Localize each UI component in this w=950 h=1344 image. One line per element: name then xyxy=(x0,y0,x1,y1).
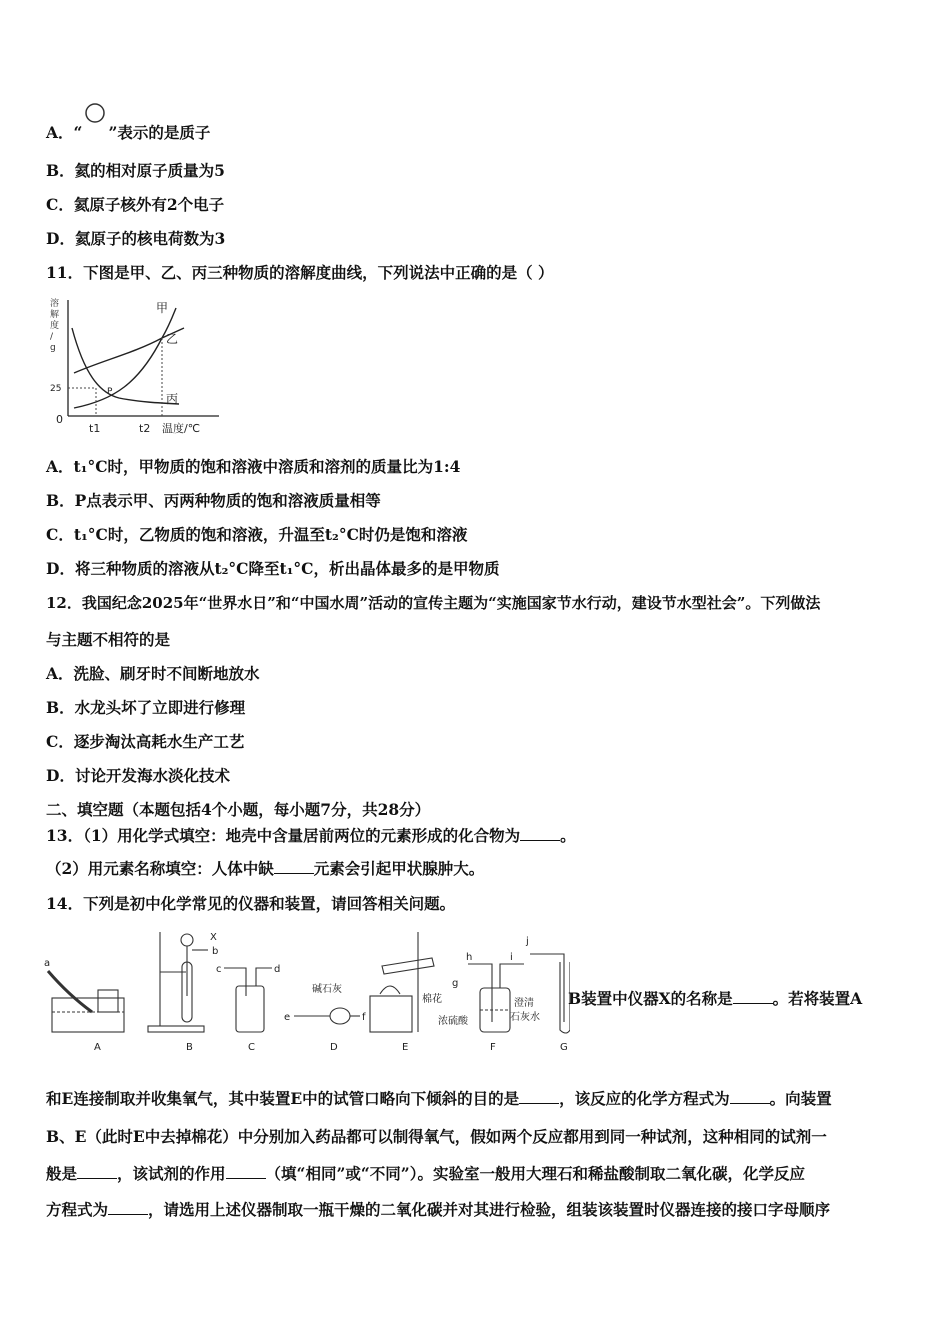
q14-para-4 xyxy=(46,1199,830,1221)
proton-circle-icon xyxy=(82,100,108,126)
answer-blank[interactable] xyxy=(520,839,560,841)
q10-option-d: D．氦原子的核电荷数为3 xyxy=(46,229,226,248)
q14-para-4-pre: 方程式为 xyxy=(46,1200,109,1219)
answer-blank[interactable] xyxy=(730,1102,770,1104)
port-label-e: e xyxy=(284,1012,291,1023)
answer-blank[interactable] xyxy=(108,1213,148,1215)
chart-tick-25: 25 xyxy=(50,384,62,394)
q10-option-c: C．氦原子核外有2个电子 xyxy=(46,195,225,214)
q10-option-b: B．氦的相对原子质量为5 xyxy=(46,161,225,180)
q11-option-c: C．t₁°C时，乙物质的饱和溶液，升温至t₂°C时仍是饱和溶液 xyxy=(46,525,468,544)
x-label: X xyxy=(210,932,217,943)
port-label-b: b xyxy=(212,946,219,957)
answer-blank[interactable] xyxy=(519,1102,559,1104)
apparatus-figure xyxy=(40,926,570,1056)
answer-blank[interactable] xyxy=(733,1002,773,1004)
q14-para-3-post: （填“相同”或“不同”）。实验室一般用大理石和稀盐酸制取二氧化碳，化学反应 xyxy=(265,1164,805,1183)
q12-option-d: D．讨论开发海水淡化技术 xyxy=(46,766,230,785)
q14-para-1 xyxy=(46,1088,832,1110)
port-label-i: i xyxy=(510,952,513,963)
apparatus-label-d: D xyxy=(330,1042,338,1053)
chart-point-p: P xyxy=(107,387,113,397)
q14-para-1-mid: ，该反应的化学方程式为 xyxy=(559,1089,730,1108)
q12-option-a: A．洗脸、刷牙时不间断地放水 xyxy=(46,664,260,683)
port-label-j: j xyxy=(526,936,529,947)
q14-side-text-pre: B装置中仪器X的名称是 xyxy=(568,989,733,1008)
apparatus-e-tube xyxy=(382,958,434,974)
apparatus-a-trough xyxy=(52,998,124,1032)
apparatus-label-a: A xyxy=(94,1042,101,1053)
chart-legend-yi: 乙 xyxy=(166,332,179,346)
chart-tick-t2: t2 xyxy=(139,422,151,435)
q13-part-2 xyxy=(46,858,484,880)
chart-ylabel: 溶解度/ g xyxy=(50,299,60,353)
q14-para-1-post: 。向装置 xyxy=(769,1089,832,1108)
q11-option-b: B．P点表示甲、丙两种物质的饱和溶液质量相等 xyxy=(46,491,381,510)
chart-legend-jia: 甲 xyxy=(156,301,169,315)
q14-side-text xyxy=(568,988,862,1010)
q13-part-1-end: 。 xyxy=(560,826,576,845)
q14-para-3-pre: 般是 xyxy=(46,1164,78,1183)
port-label-f: f xyxy=(362,1012,366,1023)
answer-blank[interactable] xyxy=(226,1177,266,1179)
section-2-heading: 二、填空题（本题包括4个小题，每小题7分，共28分） xyxy=(46,800,431,819)
q14-side-text-post: 。若将装置A xyxy=(772,989,863,1008)
q14-stem: 14．下列是初中化学常见的仪器和装置，请回答相关问题。 xyxy=(46,894,456,913)
q14-para-1-pre: 和E连接制取并收集氧气，其中装置E中的试管口略向下倾斜的目的是 xyxy=(46,1089,520,1108)
apparatus-c-bottle xyxy=(236,986,264,1032)
apparatus-label-c: C xyxy=(248,1042,255,1053)
curve-bing xyxy=(72,328,179,404)
q12-option-b: B．水龙头坏了立即进行修理 xyxy=(46,698,246,717)
q13-part-2-text: （2）用元素名称填空：人体中缺 xyxy=(46,859,274,878)
apparatus-label-f: F xyxy=(490,1042,496,1053)
curve-jia xyxy=(74,308,179,408)
conc-acid-label: 浓硫酸 xyxy=(438,1016,468,1027)
q11-stem: 11．下图是甲、乙、丙三种物质的溶解度曲线，下列说法中正确的是（ ） xyxy=(46,263,554,282)
chart-xlabel: 温度/℃ xyxy=(162,422,201,435)
apparatus-label-b: B xyxy=(186,1042,193,1053)
q11-option-a: A．t₁°C时，甲物质的饱和溶液中溶质和溶剂的质量比为1:4 xyxy=(46,457,461,476)
solubility-chart xyxy=(44,298,224,438)
port-label-a: a xyxy=(44,958,51,969)
chart-origin: 0 xyxy=(56,413,63,426)
apparatus-c-tubes xyxy=(224,968,272,996)
q14-para-4-post: ，请选用上述仪器制取一瓶干燥的二氧化碳并对其进行检验，组装该装置时仪器连接的接口字母顺序 xyxy=(148,1200,831,1219)
apparatus-e-lamp xyxy=(380,986,400,994)
q13-part-2-end: 元素会引起甲状腺肿大。 xyxy=(313,859,485,878)
q14-para-3-mid: ，该试剂的作用 xyxy=(117,1164,226,1183)
port-label-d: d xyxy=(274,964,281,975)
port-label-g: g xyxy=(452,978,459,989)
q10-option-a-pre: A．“ xyxy=(46,123,83,142)
cotton-label: 棉花 xyxy=(422,994,442,1005)
port-label-c: c xyxy=(216,964,222,975)
q13-part-1-text: 13．（1）用化学式填空：地壳中含量居前两位的元素形成的化合物为 xyxy=(46,826,521,845)
q14-para-2: B、E（此时E中去掉棉花）中分别加入药品都可以制得氧气，假如两个反应都用到同一种试剂，这种相同的试剂一 xyxy=(46,1127,827,1146)
apparatus-d-bulb xyxy=(330,1008,350,1024)
answer-blank[interactable] xyxy=(274,872,314,874)
q14-para-3 xyxy=(46,1163,805,1185)
apparatus-b-funnel xyxy=(181,934,193,946)
apparatus-label-e: E xyxy=(402,1042,409,1053)
apparatus-a-tube xyxy=(48,971,92,1012)
soda-lime-label: 碱石灰 xyxy=(312,984,342,995)
q12-stem-2: 与主题不相符的是 xyxy=(46,630,171,649)
q12-option-c: C．逐步淘汰高耗水生产工艺 xyxy=(46,732,245,751)
q13-part-1 xyxy=(46,825,576,847)
limewater-label-1: 澄清 xyxy=(514,998,534,1009)
q11-option-d: D．将三种物质的溶液从t₂°C降至t₁°C，析出晶体最多的是甲物质 xyxy=(46,559,500,578)
port-label-h: h xyxy=(466,952,473,963)
apparatus-b-base xyxy=(148,1026,204,1032)
apparatus-a-bottle xyxy=(98,990,118,1012)
q10-option-a-post: ”表示的是质子 xyxy=(108,123,211,142)
q12-stem-1: 12．我国纪念2025年“世界水日”和“中国水周”活动的宣传主题为“实施国家节水行动，建设节水型社会”。下列做法 xyxy=(46,594,821,612)
chart-legend-bing: 丙 xyxy=(166,392,179,406)
chart-tick-t1: t1 xyxy=(89,422,101,435)
apparatus-label-g: G xyxy=(560,1042,568,1053)
answer-blank[interactable] xyxy=(77,1177,117,1179)
limewater-label-2: 石灰水 xyxy=(510,1012,540,1023)
apparatus-e-base xyxy=(370,996,412,1032)
q10-option-a xyxy=(46,114,210,144)
